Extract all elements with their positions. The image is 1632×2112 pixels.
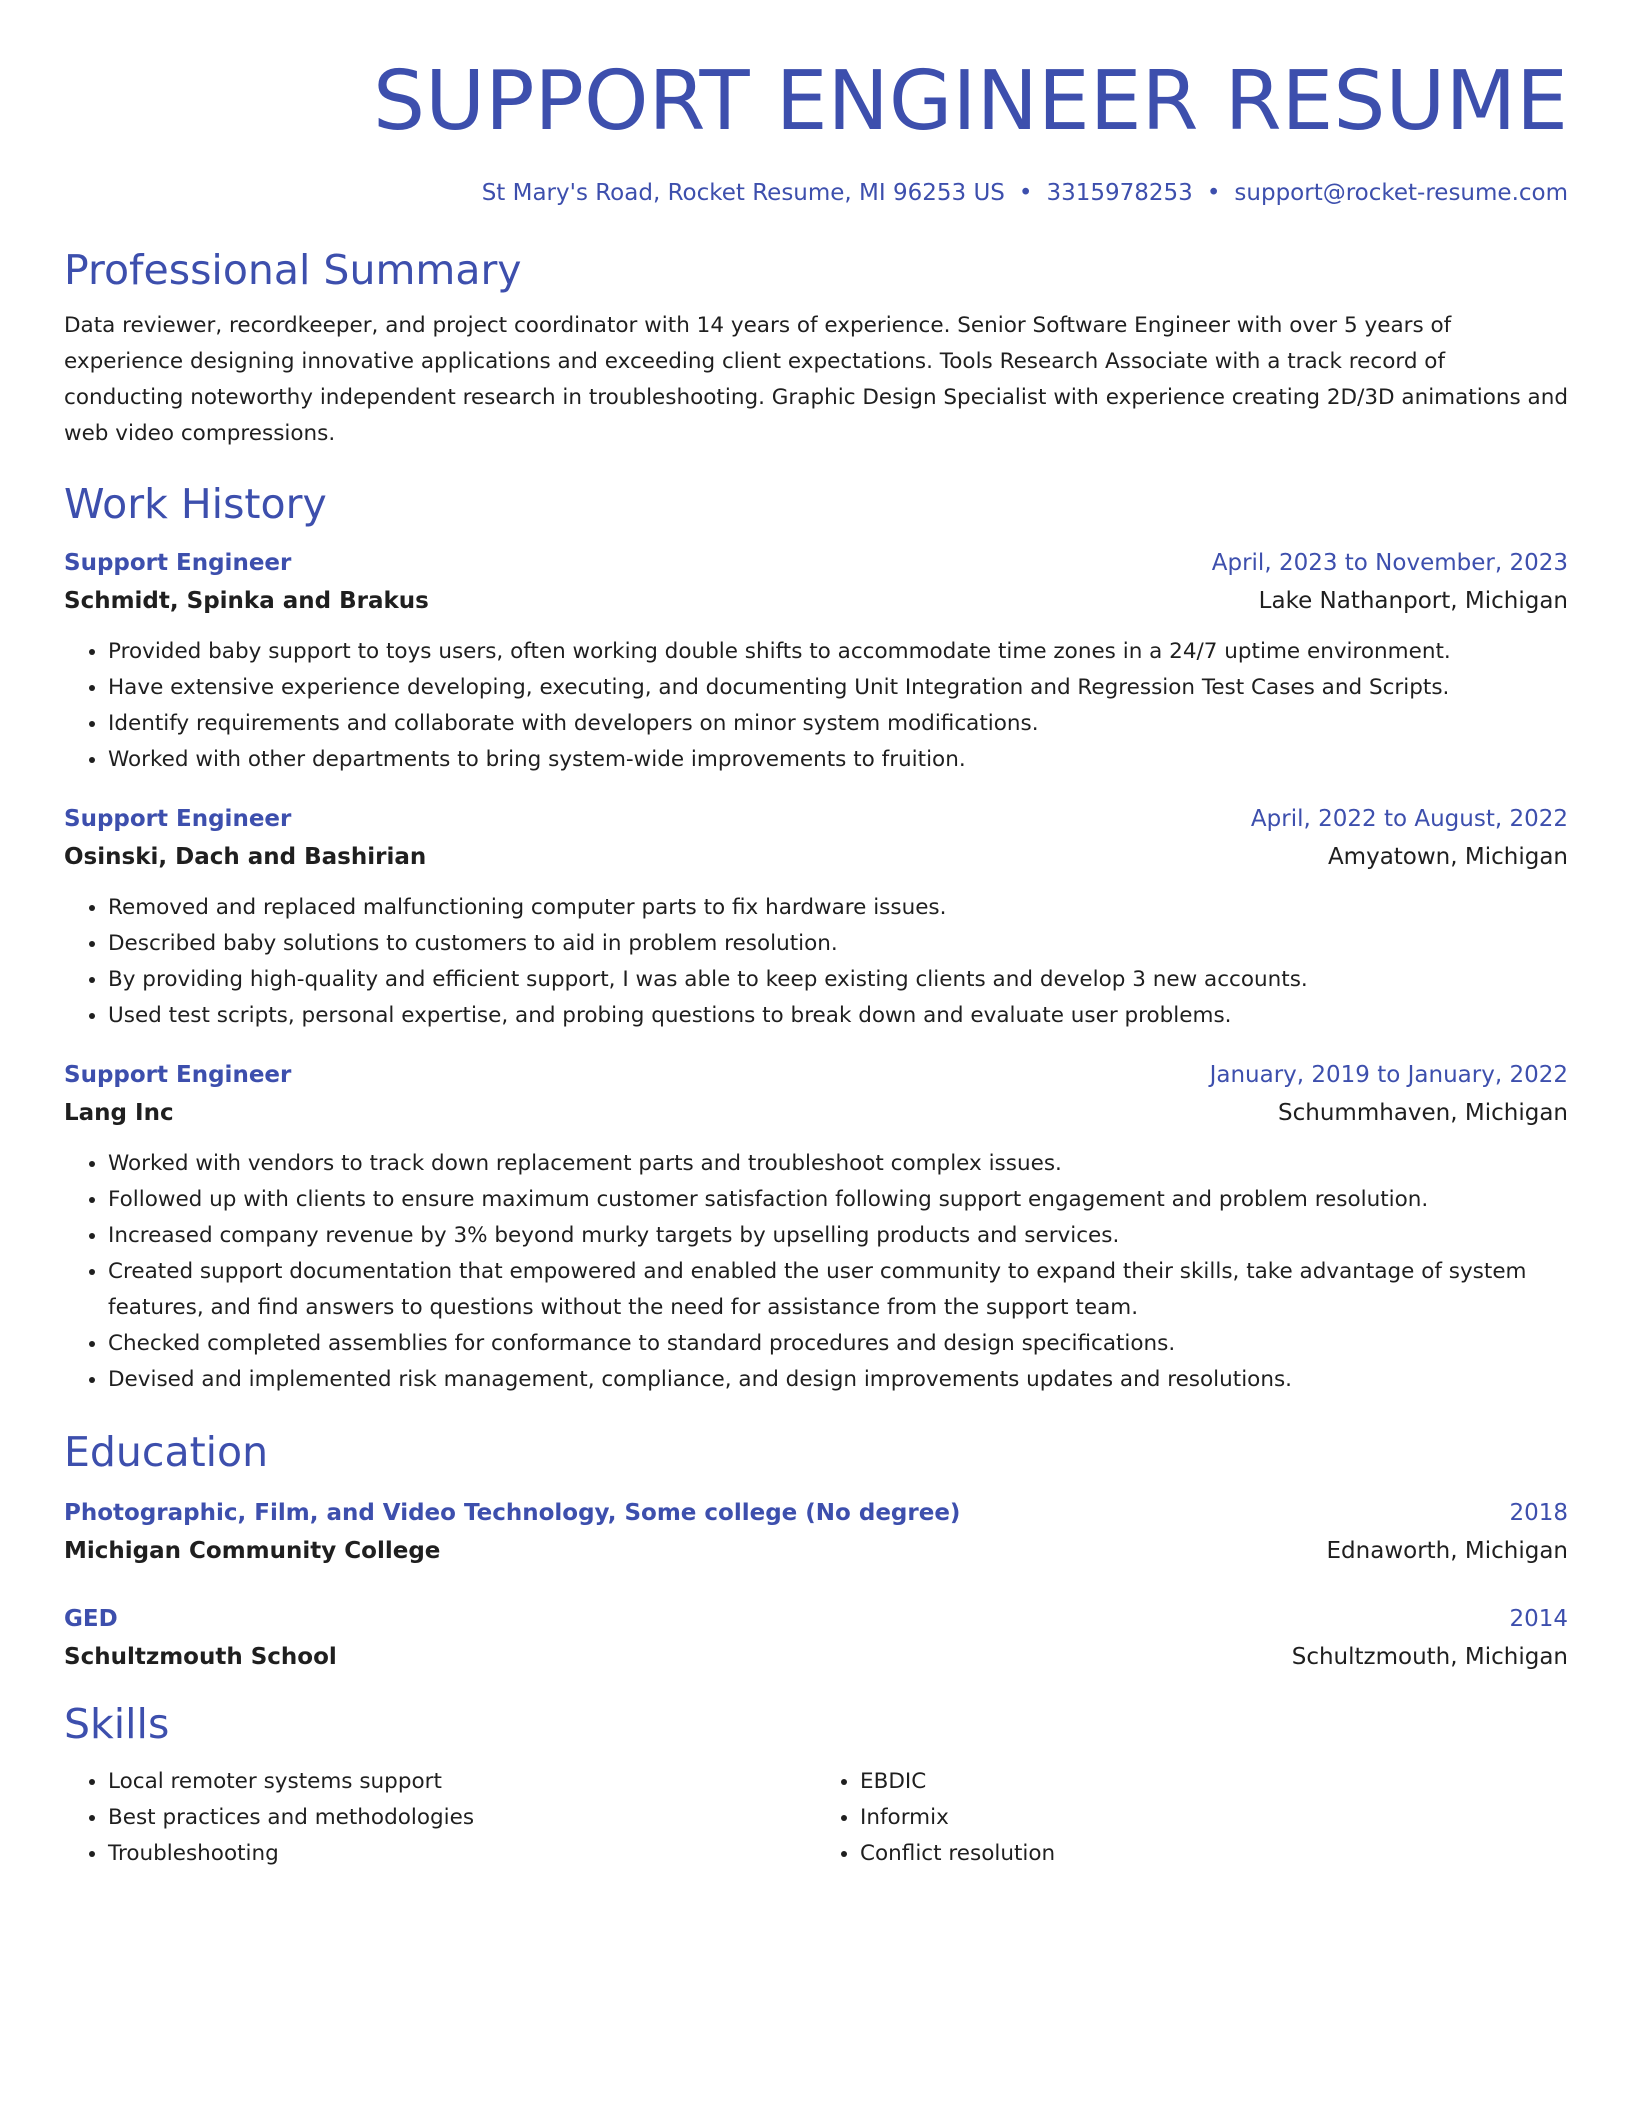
education-degree: GED bbox=[64, 1606, 118, 1632]
job-bullet: • Used test scripts, personal expertise, and probing questions to break down and evaluate user problems. bbox=[108, 998, 1568, 1034]
job-bullets bbox=[64, 890, 1568, 1034]
job-dates: April, 2022 to August, 2022 bbox=[1250, 806, 1568, 832]
job-company: Osinski, Dach and Bashirian bbox=[64, 844, 427, 870]
job-bullets bbox=[64, 1146, 1568, 1398]
skills-column-right bbox=[816, 1764, 1568, 1872]
job-bullet: • Provided baby support to toys users, often working double shifts to accommodate time zones in a 24/7 uptime environment. bbox=[108, 634, 1568, 670]
job-company: Schmidt, Spinka and Brakus bbox=[64, 588, 429, 614]
contact-separator: • bbox=[1206, 180, 1221, 206]
skill-item: • Informix bbox=[860, 1800, 1568, 1836]
job-bullet: • Worked with vendors to track down replacement parts and troubleshoot complex issues. bbox=[108, 1146, 1568, 1182]
summary-heading: Professional Summary bbox=[64, 246, 522, 294]
job-location: Schummhaven, Michigan bbox=[1278, 1100, 1568, 1126]
job-company: Lang Inc bbox=[64, 1100, 174, 1126]
job-role: Support Engineer bbox=[64, 806, 292, 832]
skill-item: • Conflict resolution bbox=[860, 1836, 1568, 1872]
job-bullet: • Checked completed assemblies for conformance to standard procedures and design specifications. bbox=[108, 1326, 1568, 1362]
contact-phone: 3315978253 bbox=[1046, 180, 1193, 206]
summary-text: Data reviewer, recordkeeper, and project coordinator with 14 years of experience. Senior Software Engineer with over 5 years of experience designing innovative applications and exceeding client expectations. Tools Research Associate with a track record of conducting noteworthy independent research in troubleshooting. Graphic Design Specialist with experience creating 2D/3D animations and web video compressions. bbox=[64, 313, 1568, 446]
education-degree: Photographic, Film, and Video Technology, Some college (No degree) bbox=[64, 1500, 961, 1526]
job-bullet: • Followed up with clients to ensure maximum customer satisfaction following support engagement and problem resolution. bbox=[108, 1182, 1568, 1218]
skill-item: • Best practices and methodologies bbox=[108, 1800, 816, 1836]
job-location: Lake Nathanport, Michigan bbox=[1258, 588, 1568, 614]
job-role: Support Engineer bbox=[64, 1062, 292, 1088]
education-heading: Education bbox=[64, 1428, 269, 1476]
job-entry bbox=[64, 1056, 1568, 1398]
job-dates: April, 2023 to November, 2023 bbox=[1211, 550, 1568, 576]
job-bullet: • Worked with other departments to bring system-wide improvements to fruition. bbox=[108, 742, 1568, 778]
contact-address: St Mary's Road, Rocket Resume, MI 96253 US bbox=[481, 180, 1005, 206]
contact-separator: • bbox=[1018, 180, 1033, 206]
education-entry bbox=[64, 1494, 1568, 1570]
resume-title: SUPPORT ENGINEER RESUME bbox=[373, 54, 1568, 149]
job-role: Support Engineer bbox=[64, 550, 292, 576]
job-bullet: • Removed and replaced malfunctioning computer parts to fix hardware issues. bbox=[108, 890, 1568, 926]
skills-column-left bbox=[64, 1764, 816, 1872]
job-bullet: • By providing high-quality and efficient support, I was able to keep existing clients and develop 3 new accounts. bbox=[108, 962, 1568, 998]
education-year: 2014 bbox=[1509, 1606, 1568, 1632]
job-bullet: • Described baby solutions to customers to aid in problem resolution. bbox=[108, 926, 1568, 962]
education-location: Schultzmouth, Michigan bbox=[1291, 1644, 1568, 1670]
job-entry bbox=[64, 800, 1568, 1034]
work-history-heading: Work History bbox=[64, 480, 327, 528]
job-bullets bbox=[64, 634, 1568, 778]
education-school: Schultzmouth School bbox=[64, 1644, 337, 1670]
job-bullet: • Increased company revenue by 3% beyond murky targets by upselling products and services. bbox=[108, 1218, 1568, 1254]
job-location: Amyatown, Michigan bbox=[1327, 844, 1568, 870]
skills-heading: Skills bbox=[64, 1700, 170, 1748]
education-entry bbox=[64, 1600, 1568, 1676]
job-dates: January, 2019 to January, 2022 bbox=[1209, 1062, 1568, 1088]
education-location: Ednaworth, Michigan bbox=[1326, 1538, 1568, 1564]
job-bullet: • Have extensive experience developing, executing, and documenting Unit Integration and Regression Test Cases and Scripts. bbox=[108, 670, 1568, 706]
job-bullet: • Devised and implemented risk management, compliance, and design improvements updates and resolutions. bbox=[108, 1362, 1568, 1398]
job-bullet: • Created support documentation that empowered and enabled the user community to expand their skills, take advantage of system features, and find answers to questions without the need for assistance from the support team. bbox=[108, 1254, 1568, 1326]
education-school: Michigan Community College bbox=[64, 1538, 441, 1564]
contact-email: support@rocket-resume.com bbox=[1234, 180, 1568, 206]
skills-list bbox=[64, 1764, 1568, 1872]
job-bullet: • Identify requirements and collaborate with developers on minor system modifications. bbox=[108, 706, 1568, 742]
skill-item: • EBDIC bbox=[860, 1764, 1568, 1800]
skill-item: • Local remoter systems support bbox=[108, 1764, 816, 1800]
contact-line bbox=[64, 178, 1568, 208]
skill-item: • Troubleshooting bbox=[108, 1836, 816, 1872]
job-entry bbox=[64, 544, 1568, 778]
education-year: 2018 bbox=[1509, 1500, 1568, 1526]
